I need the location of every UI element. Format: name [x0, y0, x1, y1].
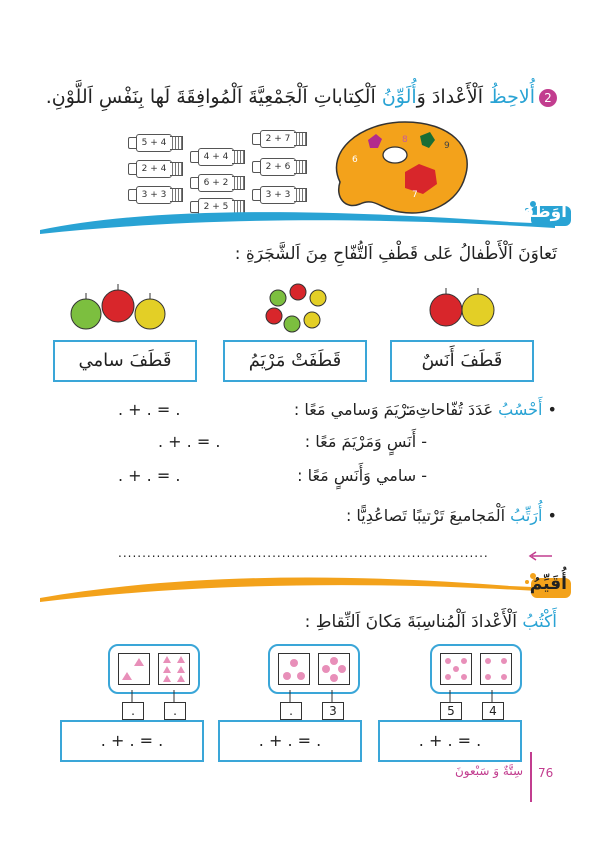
dice-group-2 — [268, 644, 360, 694]
die-triangles-two — [118, 653, 150, 685]
apple-intro-text: تَعاوَنَ اَلْأَطْفالُ عَلى قَطْفِ اَلتُّفّاحِ مِنَ اَلشَّجَرَةِ : — [234, 244, 557, 264]
dice-group-1 — [430, 644, 522, 694]
calc-line-2-label: - أَنَسٍ وَمَرْيَمَ مَعًا : — [304, 432, 427, 451]
order-verb: أُرَتِّبُ — [510, 506, 543, 525]
palette-number-7: 7 — [412, 190, 418, 200]
apples-maryam — [262, 282, 332, 342]
answer-box-left[interactable]: . — [122, 702, 144, 720]
instruction-text-1: اَلْأَعْدادَ وَ — [416, 86, 484, 108]
uqayyim-verb: أَكْتُبُ — [522, 612, 557, 632]
die-flowers-four — [318, 653, 350, 685]
section-divider-wave-orange — [40, 566, 555, 606]
instruction-verb-observe: أُلاحِظُ — [489, 86, 535, 108]
answer-box-right[interactable]: 4 — [482, 702, 504, 720]
sum-box-2[interactable]: . + . = . — [218, 720, 362, 762]
calc-line-1-expr[interactable]: . + . = . — [118, 400, 181, 419]
order-heading: • أُرَتِّبُ اَلْمَجاميعَ تَرْتيبًا تَصاعُدِيًّا : — [345, 506, 557, 525]
answer-box-right[interactable]: . — [164, 702, 186, 720]
exercise-number-badge: 2 — [539, 89, 557, 107]
label-box-anas: قَطَفَ أَنَسٌ — [390, 340, 534, 382]
sum-box-1[interactable]: . + . = . — [378, 720, 522, 762]
uqayyim-tag: أُقَيِّمُ — [525, 570, 573, 600]
uqayyim-instruction — [305, 612, 557, 632]
die-four — [480, 653, 512, 685]
sum-box-3[interactable]: . + . = . — [60, 720, 204, 762]
paint-tube[interactable]: 2 + 5 — [190, 198, 248, 216]
palette-number-6: 6 — [352, 155, 358, 165]
calc-heading: • أَحْسُبُ عَدَدَ تُفّاحاتِ : — [405, 400, 557, 419]
page-number: 76 — [538, 766, 554, 780]
paint-tube[interactable]: 3 + 3 — [252, 186, 310, 204]
die-five — [440, 653, 472, 685]
answer-box-left[interactable]: 5 — [440, 702, 462, 720]
paint-tube[interactable]: 2 + 7 — [252, 130, 310, 148]
label-box-sami: قَطَفَ سامي — [53, 340, 197, 382]
order-text: اَلْمَجاميعَ تَرْتيبًا تَصاعُدِيًّا : — [345, 506, 506, 525]
paint-tube[interactable]: 5 + 4 — [128, 134, 186, 152]
paint-tube[interactable]: 4 + 4 — [190, 148, 248, 166]
palette-number-9: 9 — [444, 141, 450, 151]
instruction-verb-color: أُلَوِّنُ — [381, 86, 417, 108]
label-box-maryam: قَطَفَتْ مَرْيَمُ — [223, 340, 367, 382]
paint-tube[interactable]: 2 + 4 — [128, 160, 186, 178]
calc-line-3-expr[interactable]: . + . = . — [118, 466, 181, 485]
awazzif-tag: أُوَظِّفُ — [525, 198, 573, 228]
apples-sami — [64, 282, 174, 332]
die-flowers-three — [278, 653, 310, 685]
calc-text: عَدَدَ تُفّاحاتِ : — [405, 400, 494, 419]
die-triangles-six — [158, 653, 190, 685]
paint-tube[interactable]: 2 + 6 — [252, 158, 310, 176]
calc-verb: أَحْسُبُ — [498, 400, 543, 419]
page-number-words: سِتَّةٌ وَ سَبْعونَ — [454, 764, 523, 778]
footer-divider — [530, 752, 532, 802]
paint-tube[interactable]: 6 + 2 — [190, 174, 248, 192]
dice-group-3 — [108, 644, 200, 694]
paint-tube[interactable]: 3 + 3 — [128, 186, 186, 204]
calc-line-1-label: - مَرْيَمَ وَسامي مَعًا : — [293, 400, 427, 419]
answer-box-left[interactable]: . — [280, 702, 302, 720]
calc-line-3-label: - سامي وَأَنَسٍ مَعًا : — [297, 466, 427, 485]
calc-line-2-expr[interactable]: . + . = . — [158, 432, 221, 451]
section-divider-wave-blue — [40, 200, 555, 240]
uqayyim-text: اَلْأَعْدادَ اَلْمُناسِبَةَ مَكانَ اَلنِّقاطِ : — [304, 612, 517, 632]
instruction-text-2: اَلْكِتاباتِ اَلْجَمْعِيَّةَ اَلْمُوافِقَةَ لَها بِنَفْسِ اَللَّوْنِ. — [45, 86, 376, 108]
dotted-answer-line[interactable]: ............................................................................. — [118, 546, 489, 560]
palette-number-8: 8 — [402, 135, 408, 145]
connector-lines — [0, 690, 595, 704]
answer-box-right[interactable]: 3 — [322, 702, 344, 720]
arrow-left-icon — [526, 550, 554, 562]
exercise-2-instruction — [37, 86, 557, 108]
apples-anas — [424, 282, 504, 332]
